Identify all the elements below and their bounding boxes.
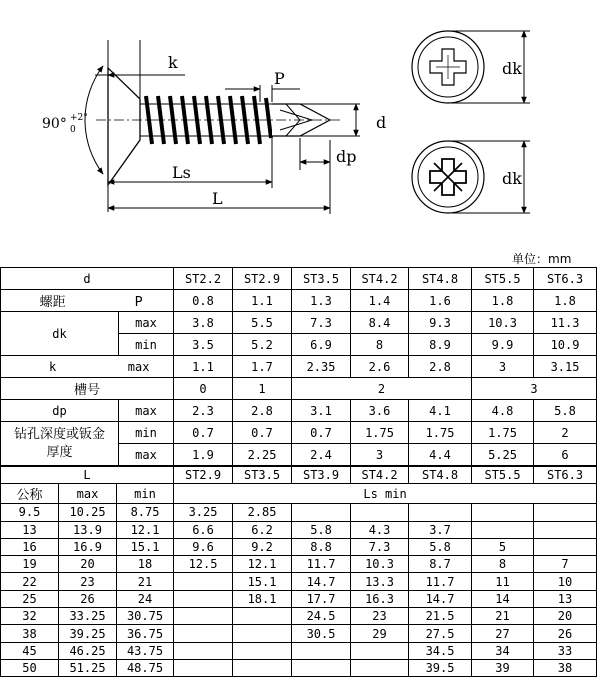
table-row: 螺距 P 0.8 1.1 1.3 1.4 1.6 1.8 1.8 bbox=[1, 290, 597, 312]
table-row: 19 20 18 12.5 12.1 11.7 10.3 8.7 8 7 bbox=[1, 556, 597, 573]
table-row: min 3.5 5.2 6.9 8 8.9 9.9 10.9 bbox=[1, 334, 597, 356]
spec-table-dimensions bbox=[0, 267, 597, 466]
table-row: dp max 2.3 2.8 3.1 3.6 4.1 4.8 5.8 bbox=[1, 400, 597, 422]
table-row: 槽号 0 1 2 3 bbox=[1, 378, 597, 400]
table-row: 13 13.9 12.1 6.6 6.2 5.8 4.3 3.7 bbox=[1, 521, 597, 538]
phillips-head-view bbox=[412, 31, 484, 103]
header-d: d bbox=[1, 268, 174, 290]
spec-table-lengths bbox=[0, 466, 597, 677]
label-ls: Ls bbox=[172, 163, 191, 182]
label-k: k bbox=[168, 53, 178, 72]
angle-label: 90° bbox=[42, 116, 67, 132]
table-row: 16 16.9 15.1 9.6 9.2 8.8 7.3 5.8 5 bbox=[1, 538, 597, 555]
slot-label: 槽号 bbox=[1, 378, 174, 400]
drill-depth-label: 钻孔深度或钣金 厚度 bbox=[1, 422, 119, 466]
table-row: dk max 3.8 5.5 7.3 8.4 9.3 10.3 11.3 bbox=[1, 312, 597, 334]
table-row: k max 1.1 1.7 2.35 2.6 2.8 3 3.15 bbox=[1, 356, 597, 378]
k-label: k max bbox=[1, 356, 174, 378]
header-l: L bbox=[1, 467, 174, 484]
table-row: 22 23 21 15.1 14.7 13.3 11.7 11 10 bbox=[1, 573, 597, 590]
dp-label: dp bbox=[1, 400, 119, 422]
table-row: 25 26 24 18.1 17.7 16.3 14.7 14 13 bbox=[1, 590, 597, 607]
label-l: L bbox=[212, 189, 223, 208]
screw-head bbox=[108, 68, 140, 185]
table-row: 32 33.25 30.75 24.5 23 21.5 21 20 bbox=[1, 608, 597, 625]
table-row: 钻孔深度或钣金 厚度 min 0.7 0.7 0.7 1.75 1.75 1.75 2 bbox=[1, 422, 597, 444]
label-dp: dp bbox=[336, 147, 357, 166]
label-d: d bbox=[376, 113, 387, 132]
angle-upper-tol: +2° bbox=[70, 113, 88, 123]
screw-drawing bbox=[0, 0, 600, 250]
dk-label: dk bbox=[1, 312, 119, 356]
table-header-row: d ST2.2 ST2.9 ST3.5 ST4.2 ST4.8 ST5.5 ST6.3 bbox=[1, 268, 597, 290]
table-row: 9.5 10.25 8.75 3.25 2.85 bbox=[1, 504, 597, 521]
label-p: P bbox=[274, 69, 285, 88]
pitch-label: 螺距 P bbox=[1, 290, 174, 312]
table-row: 38 39.25 36.75 30.5 29 27.5 27 26 bbox=[1, 625, 597, 642]
pozi-head-view bbox=[412, 141, 484, 213]
table-row: max 1.9 2.25 2.4 3 4.4 5.25 6 bbox=[1, 444, 597, 466]
table-row: 50 51.25 48.75 39.5 39 38 bbox=[1, 659, 597, 676]
table-row: 45 46.25 43.75 34.5 34 33 bbox=[1, 642, 597, 659]
angle-lower-tol: 0 bbox=[70, 125, 76, 135]
unit-label: 单位：mm bbox=[512, 252, 572, 266]
table-subheader-row: 公称 max min Ls min bbox=[1, 484, 597, 504]
ls-min-header: Ls min bbox=[174, 484, 597, 504]
label-dk-bottom: dk bbox=[502, 169, 522, 188]
label-dk-top: dk bbox=[502, 59, 522, 78]
table-header-row: L ST2.9 ST3.5 ST3.9 ST4.2 ST4.8 ST5.5 ST6.3 bbox=[1, 467, 597, 484]
